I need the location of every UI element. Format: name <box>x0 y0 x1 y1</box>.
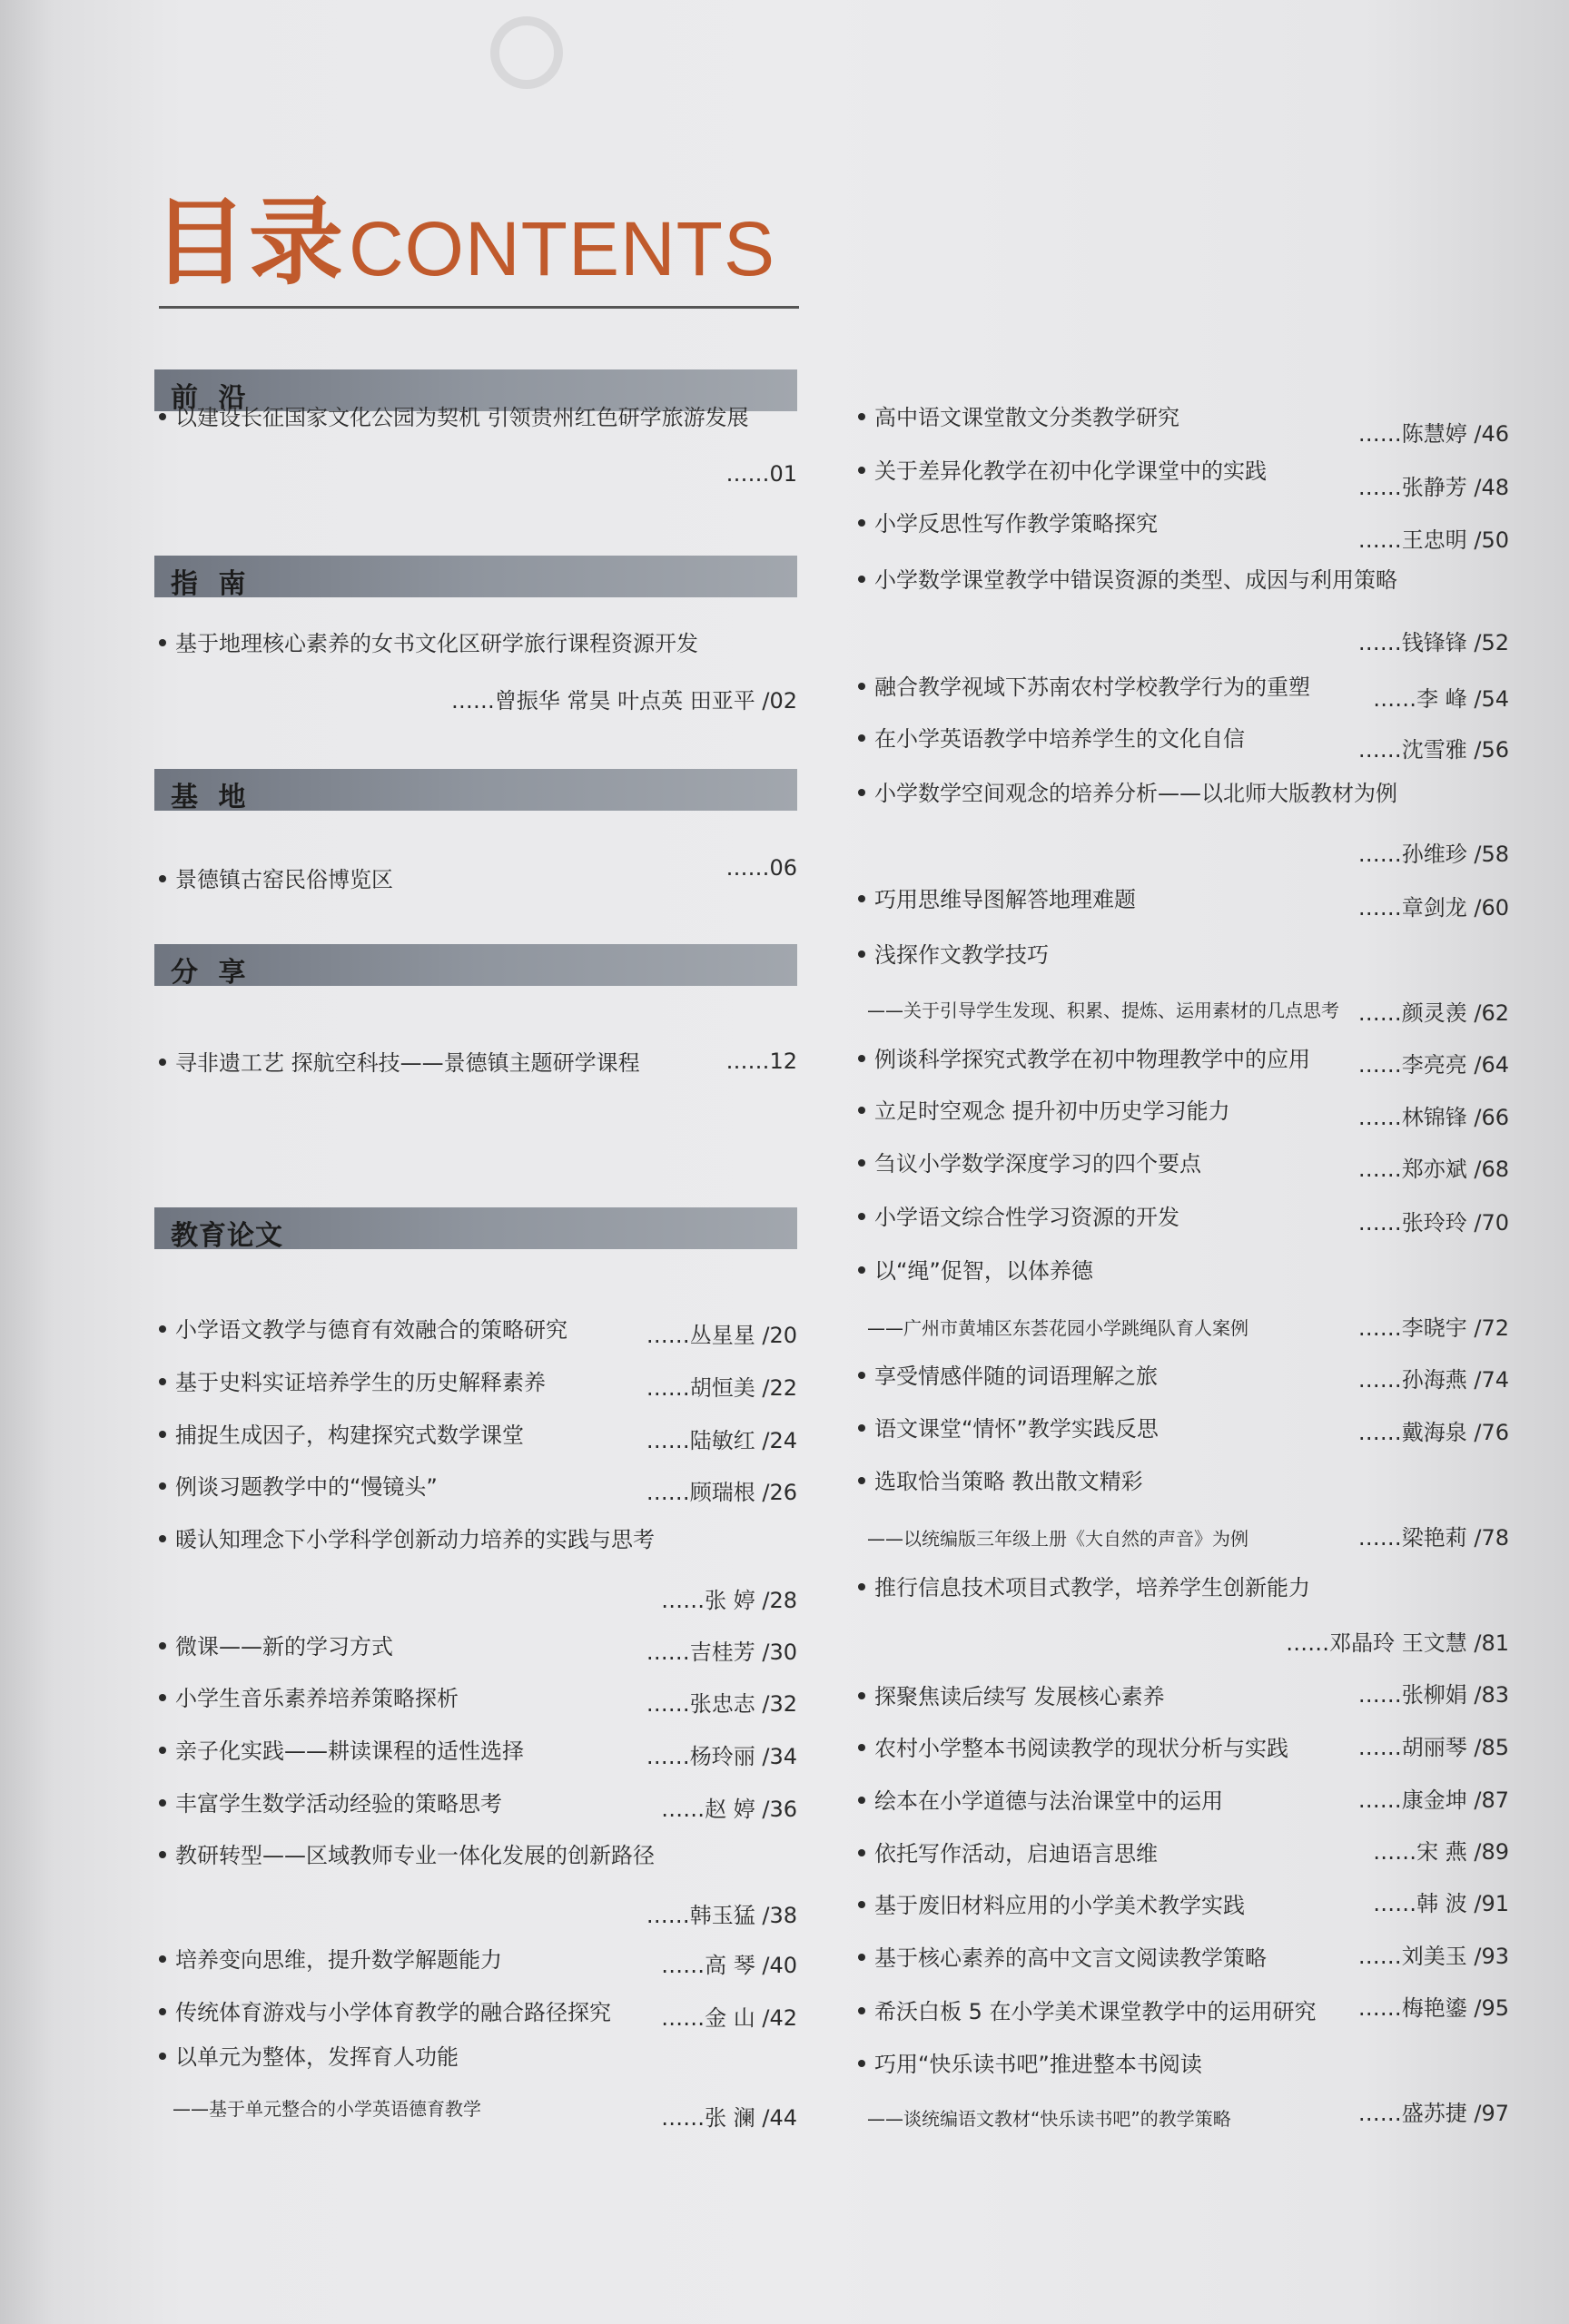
entry-title: 探聚焦读后续写 发展核心素养 <box>874 1684 1165 1709</box>
entry-ref: ……高 琴 /40 <box>661 1953 797 1978</box>
bullet-icon <box>159 2053 166 2060</box>
toc-entry[interactable] <box>159 1474 438 1501</box>
title-chinese: 目录 <box>153 187 346 298</box>
entry-title: 小学语文教学与德育有效融合的策略研究 <box>175 1317 567 1343</box>
entry-ref: ……李晓宇 /72 <box>1357 1315 1509 1341</box>
bullet-icon <box>858 1583 865 1590</box>
entry-title: 小学反思性写作教学策略探究 <box>874 511 1158 537</box>
entry-title: 以建设长征国家文化公园为契机 引领贵州红色研学旅游发展 <box>175 405 749 430</box>
entry-title: 捕捉生成因子，构建探究式数学课堂 <box>175 1423 524 1448</box>
entry-ref: ……章剑龙 /60 <box>1357 895 1509 921</box>
entry-title: 微课——新的学习方式 <box>175 1634 393 1659</box>
entry-ref: ……李亮亮 /64 <box>1357 1052 1509 1078</box>
toc-entry[interactable] <box>858 1736 1288 1762</box>
section-title: 分 享 <box>171 957 252 989</box>
entry-title: 基于史料实证培养学生的历史解释素养 <box>175 1370 546 1395</box>
entry-title: 例谈习题教学中的“慢镜头” <box>175 1474 438 1500</box>
bullet-icon <box>858 950 865 958</box>
faded-header-logo <box>263 16 627 71</box>
entry-title: 丰富学生数学活动经验的策略思考 <box>175 1791 502 1817</box>
entry-ref: ……邓晶玲 王文慧 /81 <box>1286 1630 1509 1656</box>
title-underline <box>159 306 799 309</box>
entry-title: 例谈科学探究式教学在初中物理教学中的应用 <box>874 1047 1310 1072</box>
toc-entry[interactable] <box>159 1947 502 1974</box>
toc-entry[interactable] <box>159 1843 655 1869</box>
entry-subtitle: ——以统编版三年级上册《大自然的声音》为例 <box>867 1528 1248 1550</box>
entry-ref: ……李 峰 /54 <box>1373 686 1509 712</box>
toc-entry[interactable] <box>858 1575 1310 1601</box>
entry-title: 推行信息技术项目式教学，培养学生创新能力 <box>874 1575 1310 1600</box>
toc-entry[interactable] <box>159 1317 567 1344</box>
section-header-lunwen <box>154 1207 797 1252</box>
entry-title: 暖认知理念下小学科学创新动力培养的实践与思考 <box>175 1527 655 1552</box>
entry-ref: ……顾瑞根 /26 <box>646 1480 797 1505</box>
toc-entry[interactable] <box>858 726 1245 753</box>
bullet-icon <box>858 1692 865 1699</box>
entry-title: 巧用“快乐读书吧”推进整本书阅读 <box>874 2052 1202 2077</box>
bullet-icon <box>159 1955 166 1963</box>
toc-entry[interactable] <box>159 2000 611 2026</box>
bullet-icon <box>159 1694 166 1701</box>
bullet-icon <box>858 1107 865 1114</box>
entry-ref: ……丛星星 /20 <box>646 1323 797 1348</box>
section-title: 前 沿 <box>171 382 252 414</box>
entry-ref: ……郑亦斌 /68 <box>1357 1157 1509 1182</box>
bullet-icon <box>858 1954 865 1961</box>
entry-ref: ……曾振华 常昊 叶点英 田亚平 /02 <box>450 688 797 714</box>
bullet-icon <box>858 1372 865 1379</box>
entry-title: 立足时空观念 提升初中历史学习能力 <box>874 1098 1230 1124</box>
toc-entry[interactable] <box>858 1999 1317 2025</box>
entry-title: 培养变向思维，提升数学解题能力 <box>175 1947 502 1973</box>
entry-title: 基于地理核心素养的女书文化区研学旅行课程资源开发 <box>175 631 698 656</box>
entry-ref: ……吉桂芳 /30 <box>646 1640 797 1665</box>
bullet-icon <box>858 413 865 420</box>
toc-entry[interactable] <box>159 1527 655 1553</box>
bullet-icon <box>858 519 865 527</box>
toc-entry[interactable] <box>858 1893 1245 1919</box>
entry-subtitle: ——关于引导学生发现、积累、提炼、运用素材的几点思考 <box>867 1000 1339 1021</box>
section-header-zhinan <box>154 556 797 600</box>
toc-entry[interactable] <box>159 2044 459 2071</box>
entry-title: 融合教学视域下苏南农村学校教学行为的重塑 <box>874 675 1310 700</box>
entry-ref: ……张柳娟 /83 <box>1357 1682 1509 1708</box>
entry-ref: ……宋 燕 /89 <box>1373 1839 1509 1865</box>
bullet-icon <box>858 467 865 474</box>
toc-entry[interactable] <box>159 1791 502 1817</box>
toc-entry[interactable] <box>858 887 1136 913</box>
entry-ref: ……张 婷 /28 <box>661 1588 797 1613</box>
entry-title: 传统体育游戏与小学体育教学的融合路径探究 <box>175 2000 611 2025</box>
toc-entry[interactable] <box>159 1634 393 1660</box>
toc-entry[interactable] <box>858 1047 1310 1073</box>
bullet-icon <box>858 1901 865 1908</box>
entry-title: 农村小学整本书阅读教学的现状分析与实践 <box>874 1736 1288 1761</box>
toc-entry[interactable] <box>858 1151 1201 1177</box>
bullet-icon <box>159 1325 166 1333</box>
entry-subtitle: ——谈统编语文教材“快乐读书吧”的教学策略 <box>867 2108 1231 2130</box>
entry-ref: ……韩 波 /91 <box>1373 1891 1509 1916</box>
bullet-icon <box>858 895 865 902</box>
toc-entry[interactable] <box>858 405 1179 431</box>
logo-emblem-icon <box>490 16 563 89</box>
bullet-icon <box>858 2060 865 2067</box>
toc-entry[interactable] <box>159 631 698 657</box>
bullet-icon <box>858 683 865 690</box>
toc-entry[interactable] <box>159 1050 640 1077</box>
bullet-icon <box>858 1424 865 1432</box>
entry-title: 以单元为整体，发挥育人功能 <box>175 2044 459 2070</box>
bullet-icon <box>159 1642 166 1649</box>
entry-ref: ……06 <box>725 855 797 881</box>
title-english: CONTENTS <box>349 206 776 291</box>
toc-entry[interactable] <box>159 867 393 893</box>
entry-title: 享受情感伴随的词语理解之旅 <box>874 1364 1158 1389</box>
toc-entry[interactable] <box>858 1841 1158 1867</box>
entry-ref: ……杨玲丽 /34 <box>646 1744 797 1769</box>
bullet-icon <box>159 1431 166 1438</box>
entry-ref: ……林锦锋 /66 <box>1357 1105 1509 1130</box>
toc-entry[interactable] <box>159 1686 459 1712</box>
toc-entry[interactable] <box>858 567 1397 594</box>
toc-entry[interactable] <box>858 1258 1093 1285</box>
bullet-icon <box>858 1849 865 1856</box>
bullet-icon <box>858 2007 865 2014</box>
bullet-icon <box>159 413 166 420</box>
entry-title: 寻非遗工艺 探航空科技——景德镇主题研学课程 <box>175 1050 640 1076</box>
bullet-icon <box>159 1851 166 1858</box>
entry-ref: ……陈慧婷 /46 <box>1357 421 1509 447</box>
entry-title: 亲子化实践——耕读课程的适性选择 <box>175 1738 524 1764</box>
section-title: 基 地 <box>171 782 252 813</box>
toc-entry[interactable] <box>858 1788 1223 1815</box>
toc-entry[interactable] <box>858 511 1158 537</box>
bullet-icon <box>858 576 865 583</box>
bullet-icon <box>858 1213 865 1220</box>
section-title: 教育论文 <box>171 1220 283 1252</box>
bullet-icon <box>858 1477 865 1484</box>
entry-ref: ……梅艳鎏 /95 <box>1357 1995 1509 2021</box>
entry-title: 希沃白板 5 在小学美术课堂教学中的运用研究 <box>874 1999 1317 2024</box>
toc-entry[interactable] <box>858 1098 1230 1125</box>
entry-title: 高中语文课堂散文分类教学研究 <box>874 405 1179 430</box>
entry-ref: ……12 <box>725 1049 797 1074</box>
entry-ref: ……陆敏红 /24 <box>646 1428 797 1453</box>
entry-title: 浅探作文教学技巧 <box>874 942 1049 968</box>
toc-entry[interactable] <box>858 2052 1202 2078</box>
entry-subtitle: ——广州市黄埔区东荟花园小学跳绳队育人案例 <box>867 1317 1248 1339</box>
entry-title: 小学数学课堂教学中错误资源的类型、成因与利用策略 <box>874 567 1397 593</box>
entry-ref: ……张静芳 /48 <box>1357 475 1509 500</box>
entry-ref: ……赵 婷 /36 <box>661 1797 797 1822</box>
page-title <box>153 187 776 298</box>
entry-title: 小学数学空间观念的培养分析——以北师大版教材为例 <box>874 781 1397 806</box>
entry-title: 以“绳”促智，以体养德 <box>874 1258 1093 1284</box>
toc-entry[interactable] <box>858 1469 1143 1495</box>
toc-entry[interactable] <box>858 1945 1267 1972</box>
bullet-icon <box>159 1799 166 1807</box>
toc-entry[interactable] <box>858 1684 1165 1710</box>
bullet-icon <box>159 1482 166 1490</box>
toc-entry[interactable] <box>159 1370 546 1396</box>
entry-ref: ……戴海泉 /76 <box>1357 1420 1509 1445</box>
bullet-icon <box>159 875 166 882</box>
entry-ref: ……钱锋锋 /52 <box>1357 630 1509 655</box>
section-header-fenxiang <box>154 944 797 989</box>
entry-title: 刍议小学数学深度学习的四个要点 <box>874 1151 1201 1177</box>
entry-title: 基于废旧材料应用的小学美术教学实践 <box>874 1893 1245 1918</box>
bullet-icon <box>858 1797 865 1804</box>
toc-entry[interactable] <box>858 675 1310 701</box>
bullet-icon <box>159 1535 166 1542</box>
bullet-icon <box>159 1378 166 1385</box>
bullet-icon <box>159 2008 166 2015</box>
entry-title: 选取恰当策略 教出散文精彩 <box>874 1469 1143 1494</box>
entry-title: 基于核心素养的高中文言文阅读教学策略 <box>874 1945 1267 1971</box>
toc-entry[interactable] <box>858 781 1397 807</box>
toc-entry[interactable] <box>159 1738 524 1765</box>
entry-ref: ……张 澜 /44 <box>661 2105 797 2131</box>
bullet-icon <box>858 1266 865 1274</box>
entry-ref: ……张忠志 /32 <box>646 1691 797 1717</box>
entry-title: 小学生音乐素养培养策略探析 <box>175 1686 459 1711</box>
entry-title: 依托写作活动，启迪语言思维 <box>874 1841 1158 1866</box>
entry-ref: ……孙海燕 /74 <box>1357 1367 1509 1393</box>
entry-title: 小学语文综合性学习资源的开发 <box>874 1205 1179 1230</box>
section-header-jidi <box>154 769 797 811</box>
toc-entry[interactable] <box>858 458 1267 485</box>
bullet-icon <box>159 1059 166 1066</box>
entry-subtitle: ——基于单元整合的小学英语德育教学 <box>173 2098 481 2120</box>
bullet-icon <box>858 1055 865 1062</box>
entry-ref: ……胡恒美 /22 <box>646 1375 797 1401</box>
toc-entry[interactable] <box>159 405 749 431</box>
entry-ref: ……梁艳莉 /78 <box>1357 1525 1509 1551</box>
entry-title: 教研转型——区域教师专业一体化发展的创新路径 <box>175 1843 655 1868</box>
entry-ref: ……刘美玉 /93 <box>1357 1944 1509 1969</box>
entry-ref: ……01 <box>725 461 797 487</box>
toc-entry[interactable] <box>858 1205 1179 1231</box>
toc-entry[interactable] <box>858 1416 1159 1443</box>
bullet-icon <box>858 734 865 742</box>
bullet-icon <box>159 639 166 646</box>
toc-entry[interactable] <box>858 1364 1158 1390</box>
entry-ref: ……康金坤 /87 <box>1357 1787 1509 1813</box>
entry-title: 语文课堂“情怀”教学实践反思 <box>874 1416 1159 1442</box>
entry-ref: ……孙维珍 /58 <box>1357 842 1509 867</box>
entry-title: 景德镇古窑民俗博览区 <box>175 867 393 892</box>
entry-ref: ……颜灵羡 /62 <box>1357 1000 1509 1026</box>
bullet-icon <box>858 1159 865 1167</box>
entry-title: 在小学英语教学中培养学生的文化自信 <box>874 726 1245 752</box>
section-title: 指 南 <box>171 568 252 600</box>
bullet-icon <box>858 789 865 796</box>
bullet-icon <box>159 1747 166 1754</box>
toc-entry[interactable] <box>159 1423 524 1449</box>
entry-title: 巧用思维导图解答地理难题 <box>874 887 1136 912</box>
entry-ref: ……张玲玲 /70 <box>1357 1210 1509 1236</box>
entry-ref: ……胡丽琴 /85 <box>1357 1735 1509 1760</box>
entry-title: 绘本在小学道德与法治课堂中的运用 <box>874 1788 1223 1814</box>
toc-entry[interactable] <box>858 942 1049 969</box>
bullet-icon <box>858 1744 865 1751</box>
entry-ref: ……王忠明 /50 <box>1357 527 1509 553</box>
entry-ref: ……沈雪雅 /56 <box>1357 737 1509 763</box>
entry-ref: ……盛苏捷 /97 <box>1357 2101 1509 2126</box>
entry-ref: ……金 山 /42 <box>661 2005 797 2031</box>
entry-title: 关于差异化教学在初中化学课堂中的实践 <box>874 458 1267 484</box>
entry-ref: ……韩玉猛 /38 <box>646 1903 797 1928</box>
